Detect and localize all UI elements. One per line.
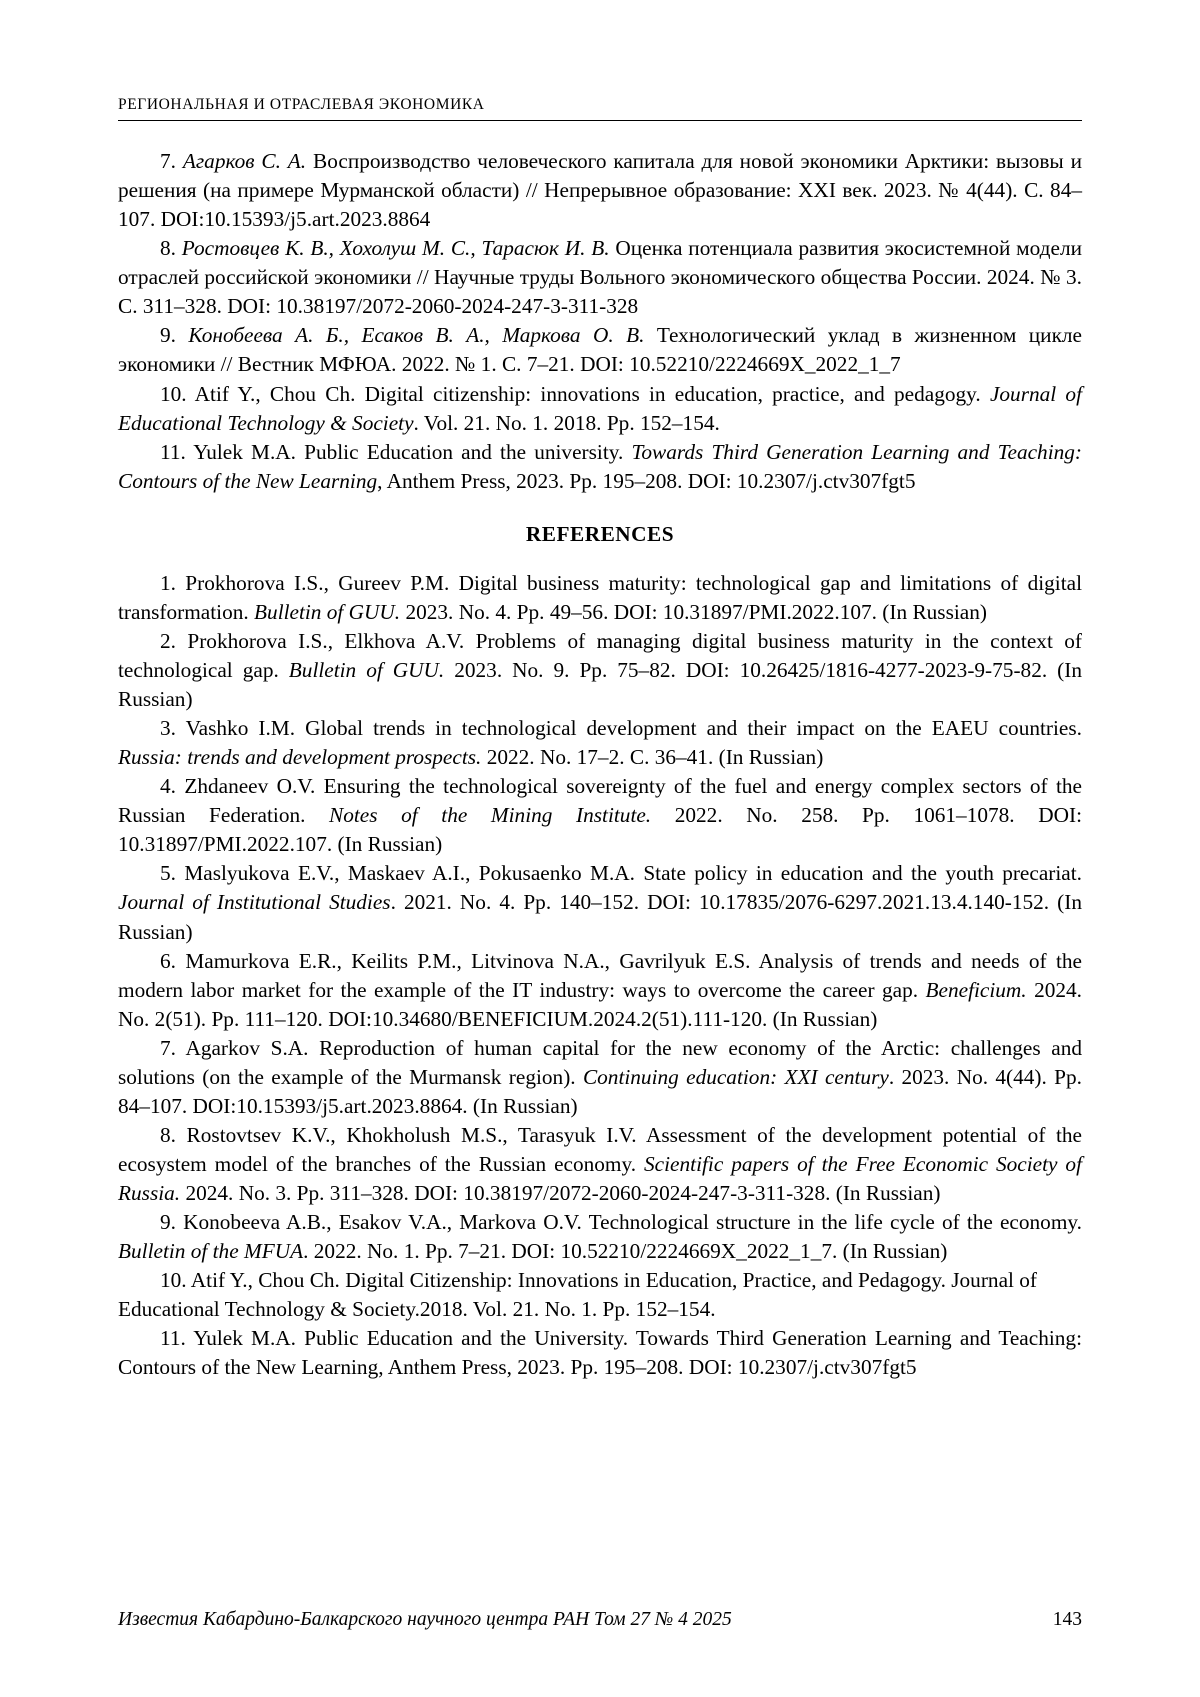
ref-text: Maslyukova E.V., Maskaev A.I., Pokusaenko M.A. State policy in education and the youth precariat. xyxy=(175,861,1082,886)
list-item xyxy=(118,321,1082,379)
ref-text-tail: . 2022. No. 1. Pp. 7–21. DOI: 10.52210/2224669X_2022_1_7. (In Russian) xyxy=(303,1239,948,1264)
ref-text: Воспроизводство человеческого капитала для новой экономики Арктики: вызовы и решения (на примере Мурманской области) // Непрерывное образование: XXI век. 2023. № 4(44). С. 84–107. DOI:10.15393/j5.art.2023.8864 xyxy=(118,149,1082,232)
ref-number: 10. xyxy=(160,1268,187,1293)
ref-number: 7. xyxy=(160,1035,176,1060)
list-item xyxy=(118,714,1082,772)
list-item xyxy=(118,1034,1082,1121)
ref-text: Zhdaneev O.V. Ensuring the technological sovereignty of the fuel and energy complex sectors of the Russian Federation. xyxy=(118,774,1082,828)
list-item xyxy=(118,569,1082,627)
list-item xyxy=(118,438,1082,496)
ref-authors: Конобеева А. Б., Есаков В. А., Маркова О. В. xyxy=(188,323,645,348)
ref-source-title: Scientific papers of the Free Economic Society of Russia. xyxy=(118,1152,1082,1206)
ref-number: 11. xyxy=(160,439,186,464)
ref-text: Konobeeva A.B., Esakov V.A., Markova O.V. Technological structure in the life cycle of the economy. xyxy=(175,1210,1082,1235)
ref-number: 9. xyxy=(160,323,176,348)
ref-text: Rostovtsev K.V., Khokholush M.S., Tarasyuk I.V. Assessment of the development potential of the ecosystem model of the branches of the Russian economy. xyxy=(118,1122,1082,1176)
ref-text-tail: . Vol. 21. No. 1. 2018. Pp. 152–154. xyxy=(413,410,720,435)
ref-text-tail: 2024. No. 3. Pp. 311–328. DOI: 10.38197/2072-2060-2024-247-3-311-328. (In Russian) xyxy=(180,1181,941,1206)
ref-number: 9. xyxy=(160,1210,176,1235)
ref-text: Prokhorova I.S., Elkhova A.V. Problems of managing digital business maturity in the context of technological gap. xyxy=(118,628,1082,682)
ref-number: 5. xyxy=(160,861,176,886)
ref-text: Prokhorova I.S., Gureev P.M. Digital business maturity: technological gap and limitations of digital transformation. xyxy=(118,570,1082,624)
list-item xyxy=(118,772,1082,859)
ref-text-tail: . 2021. No. 4. Pp. 140–152. DOI: 10.17835/2076-6297.2021.13.4.140-152. (In Russian) xyxy=(118,890,1082,944)
list-item xyxy=(118,147,1082,234)
bibliography-russian xyxy=(118,147,1082,496)
page-footer xyxy=(118,1609,1082,1631)
list-item xyxy=(118,859,1082,946)
ref-text: Yulek M.A. Public Education and the University. Towards Third Generation Learning and Teaching: Contours of the New Learning, Anthem Press, 2023. Pp. 195–208. DOI: 10.2307/j.ctv307fgt5 xyxy=(118,1326,1082,1380)
ref-authors: Агарков С. А. xyxy=(182,149,307,173)
ref-source-title: Bulletin of the MFUA xyxy=(118,1239,304,1264)
list-item xyxy=(118,947,1082,1034)
ref-text: Atif Y., Chou Ch. Digital citizenship: innovations in education, practice, and pedagogy. xyxy=(186,381,990,406)
ref-text-tail: 2022. No. 17–2. С. 36–41. (In Russian) xyxy=(481,745,824,770)
ref-text: Оценка потенциала развития экосистемной модели отраслей российской экономики // Научные труды Вольного экономического общества России. 2024. № 3. С. 311–328. DOI: 10.38197/2072-2060-2024-247-3-311-328 xyxy=(118,236,1082,319)
list-item xyxy=(118,1121,1082,1208)
ref-text: Agarkov S.A. Reproduction of human capital for the new economy of the Arctic: challenges and solutions (on the example of the Murmansk region). xyxy=(118,1035,1082,1089)
ref-text: Mamurkova E.R., Keilits P.M., Litvinova N.A., Gavrilyuk E.S. Analysis of trends and needs of the modern labor market for the example of the IT industry: ways to overcome the career gap. xyxy=(118,948,1082,1002)
ref-number: 6. xyxy=(160,948,176,973)
ref-text-tail: 2024. No. 2(51). Pp. 111–120. DOI:10.34680/BENEFICIUM.2024.2(51).111-120. (In Russian) xyxy=(118,977,1082,1031)
ref-text-tail: , Anthem Press, 2023. Pp. 195–208. DOI: 10.2307/j.ctv307fgt5 xyxy=(377,468,916,493)
ref-source-title: Towards Third Generation Learning and Teaching: Contours of the New Learning xyxy=(118,439,1082,493)
page-number: 143 xyxy=(1052,1609,1082,1630)
ref-source-title: Russia: trends and development prospects. xyxy=(118,745,482,770)
ref-source-title: Beneficium. xyxy=(925,977,1027,1002)
ref-number: 1. xyxy=(160,570,176,595)
ref-source-title: Continuing education: XXI century xyxy=(582,1064,889,1089)
ref-number: 4. xyxy=(160,774,176,799)
ref-text-tail: 2023. No. 4. Pp. 49–56. DOI: 10.31897/PMI.2022.107. (In Russian) xyxy=(400,599,987,624)
ref-source-title: Journal of Institutional Studies xyxy=(118,890,391,915)
list-item xyxy=(118,627,1082,714)
ref-number: 8. xyxy=(160,236,176,261)
ref-text: Технологический уклад в жизненном цикле экономики // Вестник МФЮА. 2022. № 1. С. 7–21. DOI: 10.52210/2224669X_2022_1_7 xyxy=(118,323,1083,377)
ref-text: Yulek M.A. Public Education and the university. xyxy=(185,439,632,464)
list-item xyxy=(118,234,1082,321)
list-item xyxy=(118,1266,1082,1324)
ref-text: Vashko I.M. Global trends in technological development and their impact on the EAEU countries. xyxy=(175,716,1082,741)
ref-authors: Ростовцев К. В., Хохолуш М. С., Тарасюк И. В. xyxy=(181,236,610,261)
list-item xyxy=(118,380,1082,438)
list-item xyxy=(118,1324,1082,1382)
ref-text: Atif Y., Chou Ch. Digital Citizenship: Innovations in Education, Practice, and Pedagogy. Journal of Educational Technology & Society.2018. Vol. 21. No. 1. Pp. 152–154. xyxy=(118,1268,1038,1322)
header-divider xyxy=(118,120,1082,121)
ref-text-tail: 2023. No. 9. Pp. 75–82. DOI: 10.26425/1816-4277-2023-9-75-82. (In Russian) xyxy=(118,657,1082,711)
page-section-title: REFERENCES xyxy=(525,521,675,546)
list-item xyxy=(118,1208,1082,1266)
ref-number: 3. xyxy=(160,716,176,741)
ref-source-title: Bulletin of GUU. xyxy=(254,599,401,624)
ref-text-tail: 2022. No. 258. Pp. 1061–1078. DOI: 10.31897/PMI.2022.107. (In Russian) xyxy=(118,803,1082,857)
ref-number: 7. xyxy=(160,149,176,173)
ref-number: 2. xyxy=(160,628,176,653)
ref-number: 11. xyxy=(160,1326,186,1351)
ref-number: 10. xyxy=(160,381,187,406)
footer-journal-line: Известия Кабардино-Балкарского научного центра РАН Том 27 № 4 2025 xyxy=(118,1609,732,1630)
bibliography-english xyxy=(118,569,1082,1383)
ref-source-title: Journal of Educational Technology & Society xyxy=(118,381,1082,435)
ref-text-tail: . 2023. No. 4(44). Pp. 84–107. DOI:10.15393/j5.art.2023.8864. (In Russian) xyxy=(118,1064,1082,1118)
running-head: РЕГИОНАЛЬНАЯ И ОТРАСЛЕВАЯ ЭКОНОМИКА xyxy=(118,96,485,113)
ref-source-title: Notes of the Mining Institute. xyxy=(329,803,652,828)
ref-source-title: Bulletin of GUU. xyxy=(288,657,445,682)
ref-number: 8. xyxy=(160,1122,176,1147)
